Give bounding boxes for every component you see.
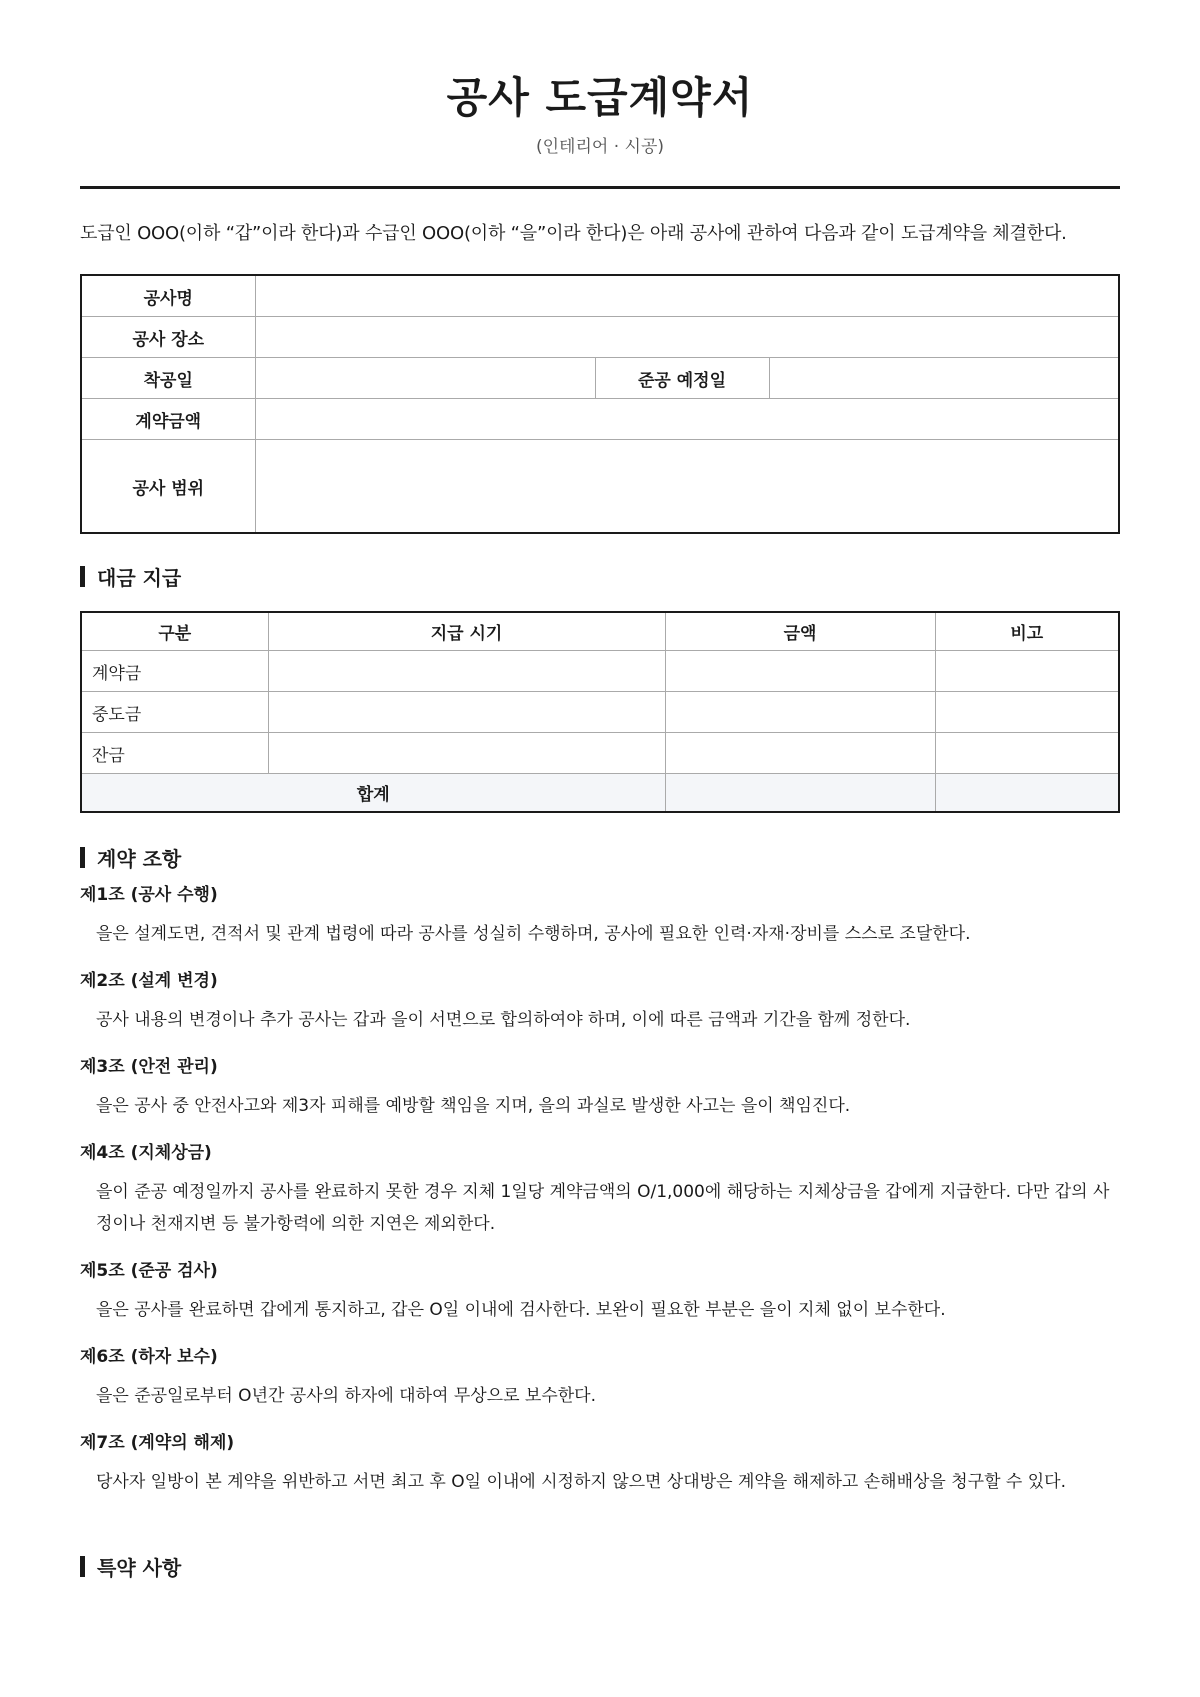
article-7 [80, 1432, 1120, 1498]
article-title: 제7조 (계약의 해제) [80, 1433, 235, 1453]
title-divider [80, 186, 1120, 189]
contract-amount-field[interactable] [255, 399, 1119, 440]
completion-date-label: 준공 예정일 [595, 358, 769, 399]
article-title: 제2조 (설계 변경) [80, 971, 218, 991]
balance-timing-cell[interactable] [268, 733, 665, 774]
article-title: 제4조 (지체상금) [80, 1143, 212, 1163]
interim-timing-cell[interactable] [268, 692, 665, 733]
terms-section-label: 계약 조항 [97, 847, 182, 871]
article-6 [80, 1346, 1120, 1412]
scope-field[interactable] [255, 440, 1119, 534]
article-title: 제5조 (준공 검사) [80, 1261, 218, 1281]
document-subtitle: (인테리어 · 시공) [535, 137, 664, 157]
article-list [80, 884, 1120, 1498]
article-body: 을이 준공 예정일까지 공사를 완료하지 못한 경우 지체 1일당 계약금액의 O/1,000에 해당하는 지체상금을 갑에게 지급한다. 다만 갑의 사정이나 천재지변 등 불가항력에 의한 지연은 제외한다. [96, 1182, 1110, 1234]
start-date-field[interactable] [255, 358, 595, 399]
dates-row [81, 358, 1119, 399]
article-title: 제6조 (하자 보수) [80, 1347, 218, 1367]
row-label-interim: 중도금 [81, 692, 268, 733]
balance-amount-cell[interactable] [665, 733, 935, 774]
total-row [81, 774, 1119, 813]
interim-amount-cell[interactable] [665, 692, 935, 733]
row-label-deposit: 계약금 [81, 651, 268, 692]
section-marker [80, 1556, 85, 1577]
table-row [81, 692, 1119, 733]
header-timing: 지급 시기 [268, 612, 665, 651]
table-row [81, 651, 1119, 692]
table-row [81, 733, 1119, 774]
project-name-field[interactable] [255, 275, 1119, 317]
intro-text: 도급인 OOO(이하 “갑”이라 한다)과 수급인 OOO(이하 “을”이라 한다)은 아래 공사에 관하여 다음과 같이 도급계약을 체결한다. [80, 223, 1067, 244]
project-info-table [80, 274, 1120, 534]
project-name-row [81, 275, 1119, 317]
site-label: 공사 장소 [81, 317, 255, 358]
completion-date-field[interactable] [769, 358, 1119, 399]
article-1 [80, 884, 1120, 950]
article-body: 을은 공사를 완료하면 갑에게 통지하고, 갑은 O일 이내에 검사한다. 보완이 필요한 부분은 을이 지체 없이 보수한다. [96, 1300, 946, 1320]
article-body: 을은 공사 중 안전사고와 제3자 피해를 예방할 책임을 지며, 을의 과실로 발생한 사고는 을이 책임진다. [96, 1096, 851, 1116]
article-5 [80, 1260, 1120, 1326]
header-note: 비고 [935, 612, 1119, 651]
article-title: 제3조 (안전 관리) [80, 1057, 218, 1077]
project-name-label: 공사명 [81, 275, 255, 317]
site-row [81, 317, 1119, 358]
payment-table [80, 611, 1120, 813]
document-title: 공사 도급계약서 [446, 73, 754, 122]
total-label: 합계 [81, 774, 665, 813]
section-marker [80, 847, 85, 868]
article-3 [80, 1056, 1120, 1122]
section-marker [80, 566, 85, 587]
payment-section-title [80, 562, 1120, 591]
special-terms-section-title [80, 1552, 1120, 1581]
special-section-label: 특약 사항 [97, 1556, 182, 1580]
payment-section-label: 대금 지급 [97, 566, 182, 590]
deposit-note-cell[interactable] [935, 651, 1119, 692]
article-body: 당사자 일방이 본 계약을 위반하고 서면 최고 후 O일 이내에 시정하지 않으면 상대방은 계약을 해제하고 손해배상을 청구할 수 있다. [96, 1472, 1066, 1492]
payment-header-row [81, 612, 1119, 651]
contract-amount-row [81, 399, 1119, 440]
contract-amount-label: 계약금액 [81, 399, 255, 440]
site-field[interactable] [255, 317, 1119, 358]
row-label-balance: 잔금 [81, 733, 268, 774]
total-note-cell[interactable] [935, 774, 1119, 813]
total-amount-cell[interactable] [665, 774, 935, 813]
scope-label: 공사 범위 [81, 440, 255, 534]
article-body: 을은 설계도면, 견적서 및 관계 법령에 따라 공사를 성실히 수행하며, 공사에 필요한 인력·자재·장비를 스스로 조달한다. [96, 924, 971, 944]
article-body: 공사 내용의 변경이나 추가 공사는 갑과 을이 서면으로 합의하여야 하며, 이에 따른 금액과 기간을 함께 정한다. [96, 1010, 911, 1030]
balance-note-cell[interactable] [935, 733, 1119, 774]
deposit-amount-cell[interactable] [665, 651, 935, 692]
header-amount: 금액 [665, 612, 935, 651]
scope-row [81, 440, 1119, 534]
deposit-timing-cell[interactable] [268, 651, 665, 692]
interim-note-cell[interactable] [935, 692, 1119, 733]
article-4 [80, 1142, 1120, 1240]
article-title: 제1조 (공사 수행) [80, 885, 218, 905]
header-category: 구분 [81, 612, 268, 651]
terms-section-title [80, 843, 1120, 872]
start-date-label: 착공일 [81, 358, 255, 399]
article-body: 을은 준공일로부터 O년간 공사의 하자에 대하여 무상으로 보수한다. [96, 1386, 597, 1406]
article-2 [80, 970, 1120, 1036]
